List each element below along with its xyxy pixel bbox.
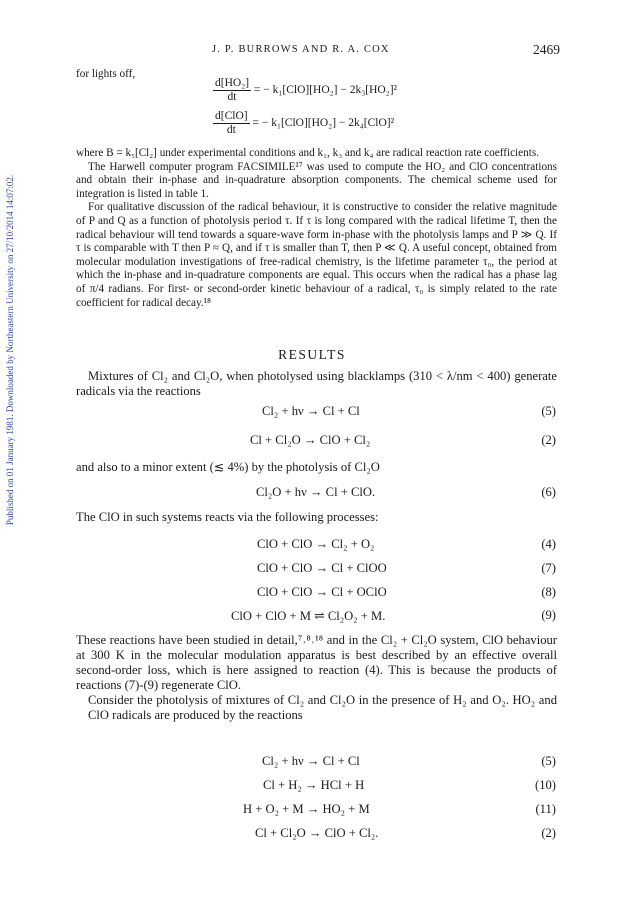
denominator: dt [227, 91, 237, 103]
paragraph-text: Consider the photolysis of mixtures of Cl₂ and Cl₂O in the presence of H₂ and O₂. HO₂ and ClO radicals are produced by the reactions [88, 693, 557, 722]
lights-off-label: for lights off, [76, 68, 136, 80]
reaction-equation: Cl + H₂ → HCl + H [263, 778, 365, 792]
equation-number: (2) [541, 433, 556, 447]
paragraph: and also to a minor extent (≲ 4%) by the photolysis of Cl₂O [76, 460, 380, 474]
reaction-equation: Cl + Cl₂O → ClO + Cl₂ [250, 433, 371, 447]
body-text-block [76, 147, 557, 310]
paragraph: For qualitative discussion of the radical behaviour, it is constructive to consider the relative magnitude of P and Q as a function of photolysis period τ. If τ is long compared with the radical lifetime T, then the radical behaviour will tend towards a square-wave form in-phase with the photolysis lamps and P ≫ Q. If τ is comparable with T then P ≈ Q, and if τ is smaller than T, then P ≪ Q. A useful concept, obtained from molecular modulation investigations of free-radical chemistry, is the lifetime parameter τ₀, the period at which the in-phase and in-quadrature components are equal. This occurs when the radical has a phase lag of π/4 radians. For first- or second-order kinetic behaviour of a radical, τ₀ is simply related to the rate coefficient for radical decay.¹⁸ [76, 201, 557, 309]
equation-number: (9) [541, 608, 556, 622]
reaction-equation: H + O₂ + M → HO₂ + M [243, 802, 370, 816]
reaction-equation: ClO + ClO → Cl + OClO [257, 585, 387, 599]
reaction-equation: Cl₂ + hν → Cl + Cl [262, 754, 360, 768]
reaction-equation: Cl₂O + hν → Cl + ClO. [256, 485, 376, 499]
page-header [0, 44, 624, 62]
fraction [213, 77, 251, 104]
paragraph-text: These reactions have been studied in detail,⁷˒⁸˒¹⁸ and in the Cl₂ + Cl₂O system, ClO behaviour at 300 K in the molecular modulation apparatus is best described by an effective overall second-order loss, which is here assigned to reaction (4). This is because the products of reactions (7)-(9) regenerate ClO. [76, 633, 557, 692]
page-number: 2469 [533, 42, 560, 57]
reaction-equation: ClO + ClO + M ⇌ Cl₂O₂ + M. [231, 609, 386, 623]
numerator: d[HO₂] [215, 77, 250, 89]
paragraph: The Harwell computer program FACSIMILE¹⁷ was used to compute the HO₂ and ClO concentrations and obtain their in-phase and in-quadrature absorption components. The chemical scheme used for integration is listed in table 1. [76, 160, 557, 200]
equation-number: (7) [541, 561, 556, 575]
reaction-equation: Cl₂ + hν → Cl + Cl [262, 404, 360, 418]
rate-equation-clo [213, 110, 394, 137]
equation-rhs: = − k₁[ClO][HO₂] − 2k₃[HO₂]² [253, 84, 397, 97]
equation-number: (6) [541, 485, 556, 499]
reaction-equation: ClO + ClO → Cl₂ + O₂ [257, 537, 375, 551]
equation-number: (5) [541, 754, 556, 768]
denominator: dt [226, 124, 236, 136]
paragraph: Mixtures of Cl₂ and Cl₂O, when photolysed using blacklamps (310 < λ/nm < 400) generate radicals via the reactions [76, 369, 557, 398]
rate-equation-ho2 [213, 77, 397, 104]
equation-number: (4) [541, 537, 556, 551]
equation-number: (10) [535, 778, 556, 792]
equation-number: (11) [535, 802, 556, 816]
running-head: J. P. BURROWS AND R. A. COX [212, 44, 390, 55]
numerator: d[ClO] [215, 110, 248, 122]
section-heading-results: RESULTS [278, 347, 346, 362]
watermark-text[interactable]: Published on 01 January 1981. Downloaded by Northeastern University on 27/10/2014 14:07:02. [5, 174, 15, 526]
reaction-equation: Cl + Cl₂O → ClO + Cl₂. [255, 826, 379, 840]
paragraph: where B = k₅[Cl₂] under experimental conditions and k₁, k₃ and k₄ are radical reaction rate coefficients. [76, 147, 539, 159]
equation-number: (5) [541, 404, 556, 418]
equation-rhs: = − k₁[ClO][HO₂] − 2k₄[ClO]² [252, 117, 395, 130]
equation-number: (2) [541, 826, 556, 840]
reaction-equation: ClO + ClO → Cl + ClOO [257, 561, 387, 575]
paragraph: The ClO in such systems reacts via the following processes: [76, 510, 379, 524]
equation-number: (8) [541, 585, 556, 599]
paragraph [76, 633, 557, 723]
fraction [213, 110, 250, 137]
